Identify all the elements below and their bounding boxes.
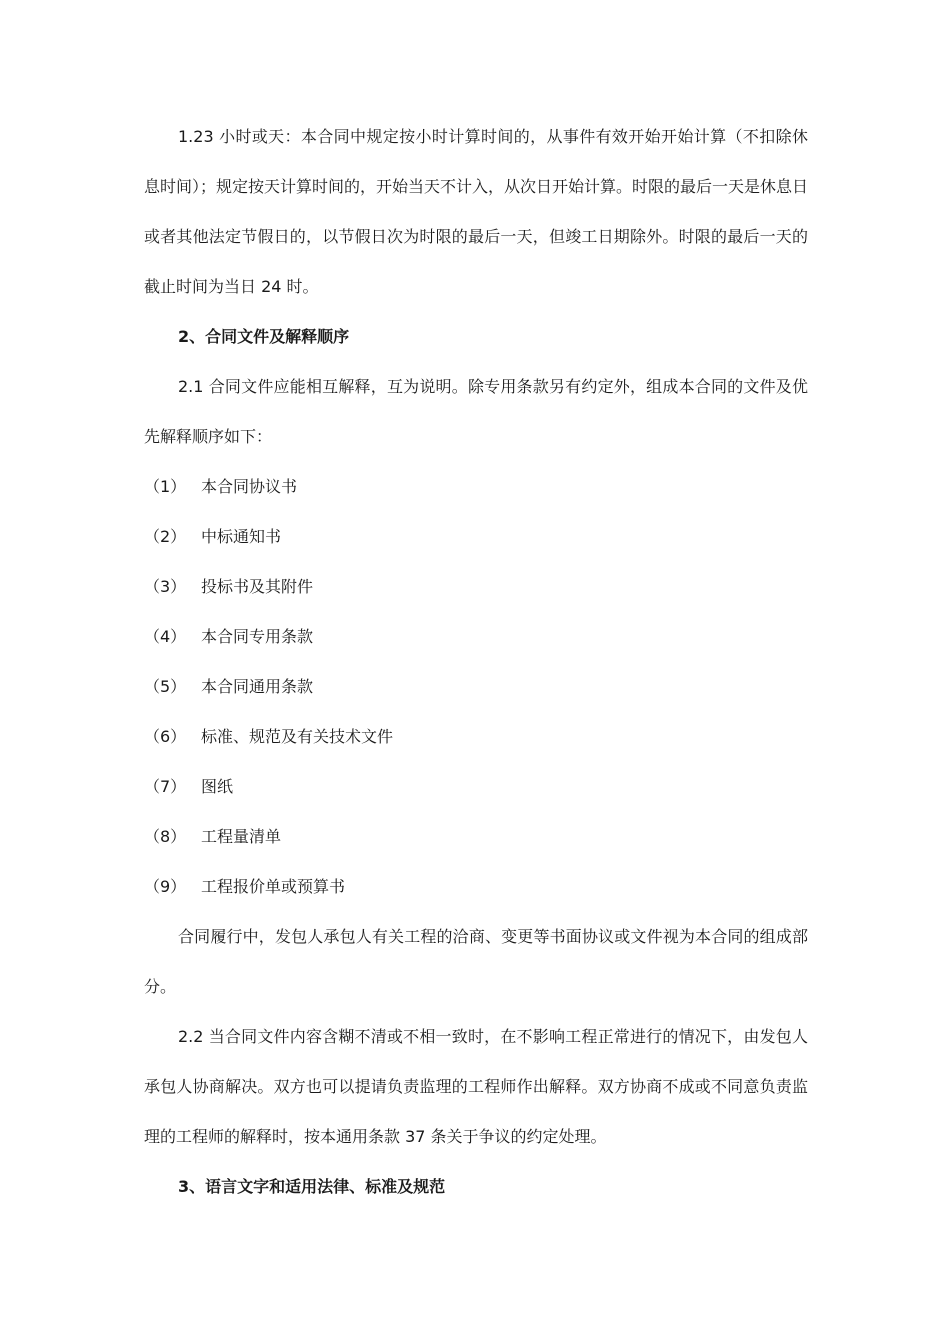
- document-body: [144, 112, 808, 1212]
- list-item: [144, 762, 808, 812]
- list-item-text: 投标书及其附件: [201, 577, 314, 596]
- clause-2-2: 2.2 当合同文件内容含糊不清或不相一致时，在不影响工程正常进行的情况下，由发包人承包人协商解决。双方也可以提请负责监理的工程师作出解释。双方协商不成或不同意负责监理的工程师的解释时，按本通用条款 37 条关于争议的约定处理。: [144, 1027, 808, 1146]
- list-item-number: （1）: [144, 477, 187, 496]
- list-item: [144, 862, 808, 912]
- document-order-list: [144, 462, 808, 912]
- list-item: [144, 612, 808, 662]
- list-item-number: （8）: [144, 827, 187, 846]
- list-item: [144, 462, 808, 512]
- list-item: [144, 812, 808, 862]
- clause-1-23: 1.23 小时或天：本合同中规定按小时计算时间的，从事件有效开始开始计算（不扣除休息时间）；规定按天计算时间的，开始当天不计入，从次日开始计算。时限的最后一天是休息日或者其他法定节假日的，以节假日次为时限的最后一天，但竣工日期除外。时限的最后一天的截止时间为当日 24 时。: [144, 127, 809, 296]
- list-item-text: 工程报价单或预算书: [201, 877, 346, 896]
- list-item: [144, 562, 808, 612]
- list-item-text: 本合同通用条款: [201, 677, 314, 696]
- list-item-number: （9）: [144, 877, 187, 896]
- list-item-text: 图纸: [201, 777, 234, 796]
- list-item-number: （7）: [144, 777, 187, 796]
- list-item-number: （4）: [144, 627, 187, 646]
- list-item-text: 中标通知书: [201, 527, 282, 546]
- list-item-number: （2）: [144, 527, 187, 546]
- section-heading-3: 3、语言文字和适用法律、标准及规范: [178, 1177, 446, 1196]
- list-item-text: 本合同专用条款: [201, 627, 314, 646]
- list-item-text: 工程量清单: [201, 827, 282, 846]
- list-item-text: 本合同协议书: [201, 477, 298, 496]
- list-item: [144, 662, 808, 712]
- section-heading-2: 2、合同文件及解释顺序: [178, 327, 350, 346]
- clause-2-1: 2.1 合同文件应能相互解释，互为说明。除专用条款另有约定外，组成本合同的文件及优先解释顺序如下：: [144, 377, 808, 446]
- list-item-number: （3）: [144, 577, 187, 596]
- list-item-number: （5）: [144, 677, 187, 696]
- performance-clause: 合同履行中，发包人承包人有关工程的洽商、变更等书面协议或文件视为本合同的组成部分。: [144, 927, 808, 996]
- list-item: [144, 512, 808, 562]
- list-item-number: （6）: [144, 727, 187, 746]
- list-item-text: 标准、规范及有关技术文件: [201, 727, 394, 746]
- list-item: [144, 712, 808, 762]
